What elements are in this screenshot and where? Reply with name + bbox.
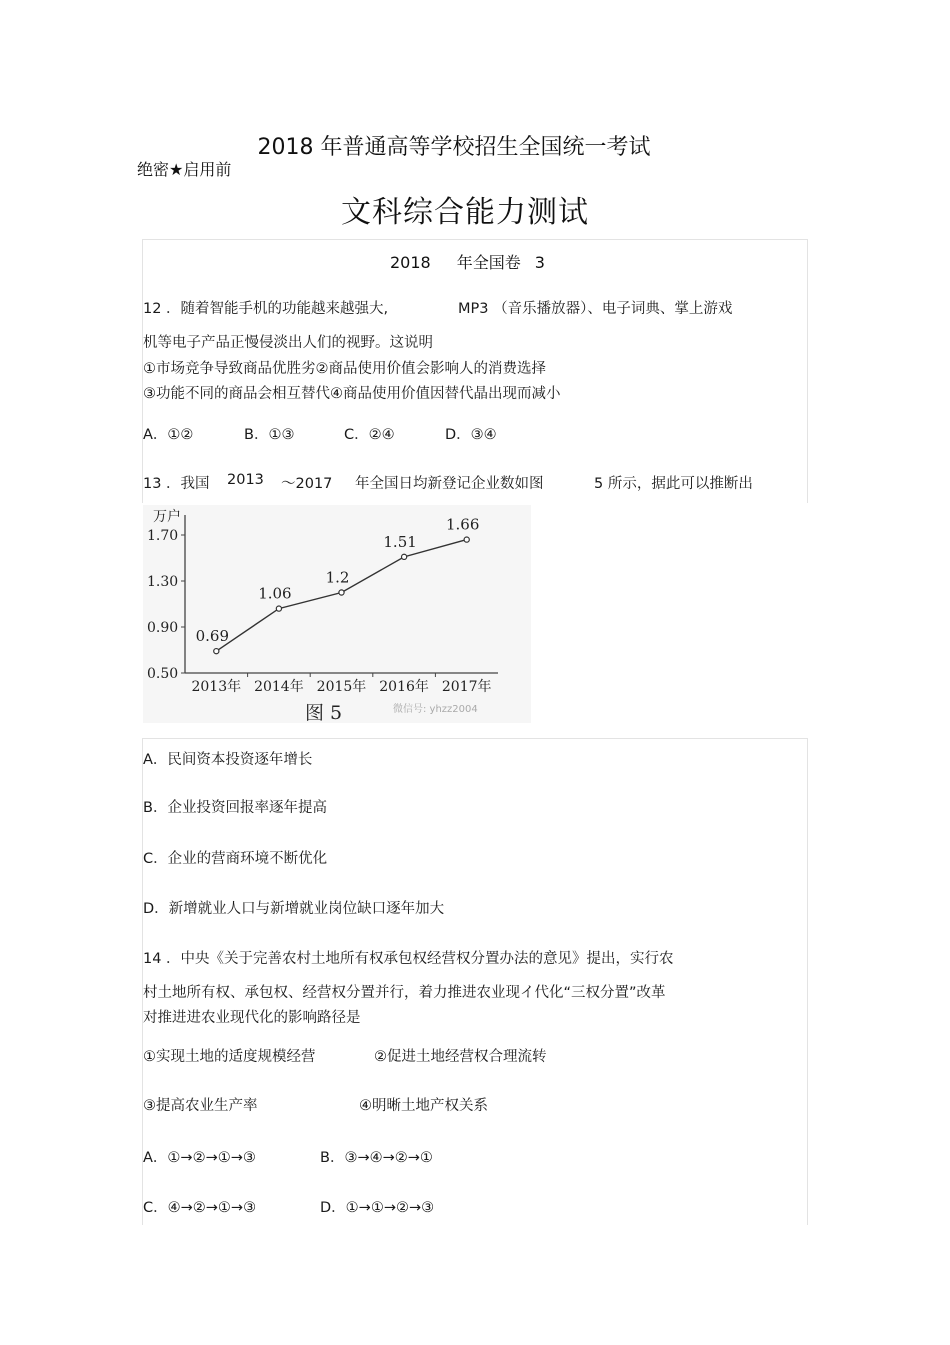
q12-option-b[interactable]: B．①③ (244, 427, 295, 443)
q13-option-b[interactable]: B．企业投资回报率逐年提高 (143, 800, 327, 816)
q12-option-d[interactable]: D．③④ (445, 427, 497, 443)
q13-stem-part1: 13 ．我国 (143, 476, 210, 492)
data-point (464, 537, 469, 542)
q14-statement-4: ④明晰土地产权关系 (359, 1098, 488, 1114)
q14-statement-1: ①实现土地的适度规模经营 (143, 1049, 316, 1065)
y-tick-label: 1.70 (147, 528, 179, 544)
x-tick-label: 2014年 (254, 679, 304, 695)
y-ticks (147, 528, 185, 682)
data-point (214, 649, 219, 654)
x-tick-label: 2013年 (191, 679, 242, 695)
data-point (339, 590, 344, 595)
q13-option-c[interactable]: C．企业的营商环境不断优化 (143, 851, 328, 867)
x-ticks (191, 673, 491, 695)
q13-stem-part5: 5 所示，据此可以推断出 (594, 476, 753, 492)
paper-number: 3 (534, 253, 545, 272)
data-point (402, 554, 407, 559)
figure-caption: 图 5 (305, 702, 343, 723)
q14-stem-line3: 对推进进农业现代化的影响路径是 (143, 1010, 361, 1026)
q14-stem-line1: 14 ．中央《关于完善农村土地所有权承包权经营权分置办法的意见》提出，实行农 (143, 951, 674, 967)
q14-statement-2: ②促进土地经营权合理流转 (374, 1049, 547, 1065)
x-tick-label: 2015年 (316, 679, 367, 695)
q13-stem-part2: 2013 (227, 472, 264, 488)
exam-title: 2018 年普通高等学校招生全国统一考试 (257, 135, 651, 160)
q14-stem-line2: 村土地所有权、承包权、经营权分置并行，着力推进农业现イ代化“三权分置”改革 (143, 985, 666, 1001)
q14-option-a[interactable]: A．①→②→①→③ (143, 1150, 256, 1166)
q13-option-a[interactable]: A．民间资本投资逐年增长 (143, 752, 313, 768)
y-tick-label: 1.30 (147, 574, 179, 590)
secret-label: 绝密★启用前 (137, 160, 232, 179)
subject-title: 文科综合能力测试 (341, 195, 589, 230)
x-tick-label: 2017年 (441, 679, 492, 695)
figure-5-chart (143, 505, 531, 723)
q13-stem-part3: ～2017 (281, 476, 333, 492)
q12-option-a[interactable]: A．①② (143, 427, 194, 443)
q13-stem-part4: 年全国日均新登记企业数如图 (355, 476, 544, 492)
q12-stem-line1-b: MP3 （音乐播放器）、电子词典、掌上游戏 (458, 301, 733, 317)
data-label: 1.2 (325, 568, 350, 587)
paper-year: 2018 (390, 253, 431, 272)
data-labels-group (196, 516, 480, 646)
y-tick-label: 0.50 (147, 666, 179, 682)
q12-option-c[interactable]: C．②④ (344, 427, 395, 443)
x-tick-label: 2016年 (379, 679, 429, 695)
q12-stem-line1-a: 12 ．随着智能手机的功能越来越强大, (143, 301, 389, 317)
y-tick-label: 0.90 (147, 620, 179, 636)
q13-option-d[interactable]: D．新增就业人口与新增就业岗位缺口逐年加大 (143, 901, 445, 917)
q12-stem-line2: 机等电子产品正慢侵淡出人们的视野。这说明 (143, 335, 433, 351)
q14-option-b[interactable]: B．③→④→②→① (320, 1150, 433, 1166)
q12-statement-line1: ①市场竞争导致商品优胜劣②商品使用价值会影响人的消费选择 (143, 361, 546, 377)
data-point (276, 606, 281, 611)
data-label: 1.06 (258, 584, 292, 603)
chart-svg (143, 505, 531, 723)
points-group (214, 537, 470, 654)
data-label: 0.69 (195, 627, 230, 646)
watermark: 微信号: yhzz2004 (393, 704, 478, 715)
paper-name: 年全国卷 (456, 253, 521, 272)
y-axis-label: 万户 (153, 509, 181, 525)
paper-label (390, 250, 545, 273)
q12-statement-line2: ③功能不同的商品会相互替代④商品使用价值因替代晶出现而减小 (143, 386, 561, 402)
q14-option-c[interactable]: C．④→②→①→③ (143, 1200, 257, 1216)
q14-option-d[interactable]: D．①→①→②→③ (320, 1200, 435, 1216)
data-label: 1.51 (383, 532, 417, 551)
data-label: 1.66 (445, 515, 480, 534)
q14-statement-3: ③提高农业生产率 (143, 1098, 258, 1114)
